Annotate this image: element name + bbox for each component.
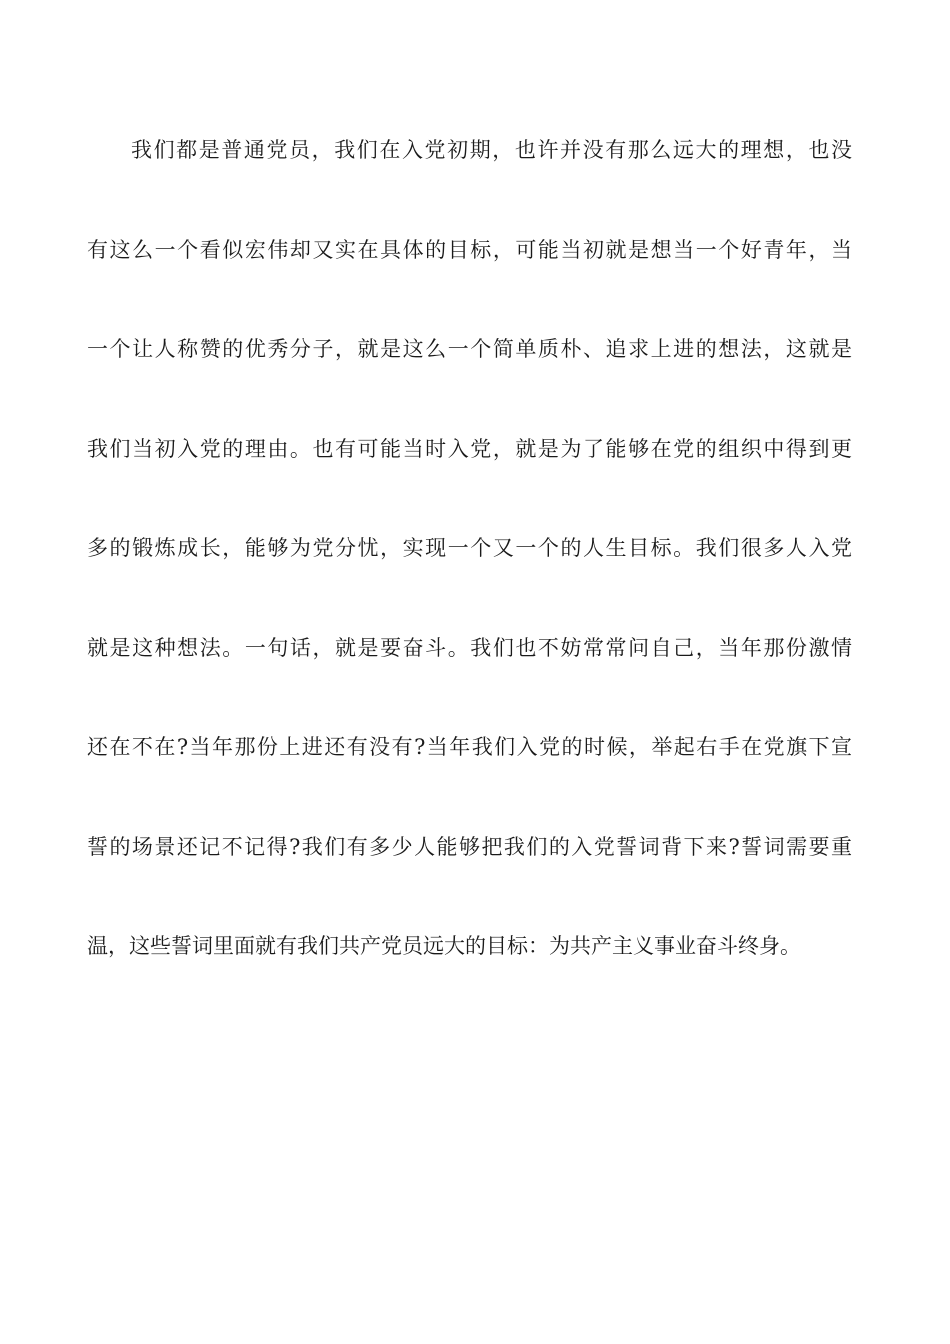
paragraph-line: 还在不在?当年那份上进还有没有?当年我们入党的时候，举起右手在党旗下宣 — [87, 735, 852, 759]
paragraph-line: 多的锻炼成长，能够为党分忧，实现一个又一个的人生目标。我们很多人入党 — [87, 536, 852, 560]
paragraph-line: 温，这些誓词里面就有我们共产党员远大的目标：为共产主义事业奋斗终身。 — [87, 934, 801, 958]
paragraph-line: 我们都是普通党员，我们在入党初期，也许并没有那么远大的理想，也没 — [131, 138, 852, 162]
paragraph-line: 我们当初入党的理由。也有可能当时入党，就是为了能够在党的组织中得到更 — [87, 436, 852, 461]
paragraph-line: 就是这种想法。一句话，就是要奋斗。我们也不妨常常问自己，当年那份激情 — [87, 635, 852, 660]
paragraph-line: 誓的场景还记不记得?我们有多少人能够把我们的入党誓词背下来?誓词需要重 — [87, 834, 852, 859]
body-paragraph — [87, 128, 852, 1024]
paragraph-line: 有这么一个看似宏伟却又实在具体的目标，可能当初就是想当一个好青年，当 — [87, 237, 852, 262]
paragraph-line: 一个让人称赞的优秀分子，就是这么一个简单质朴、追求上进的想法，这就是 — [87, 337, 852, 361]
